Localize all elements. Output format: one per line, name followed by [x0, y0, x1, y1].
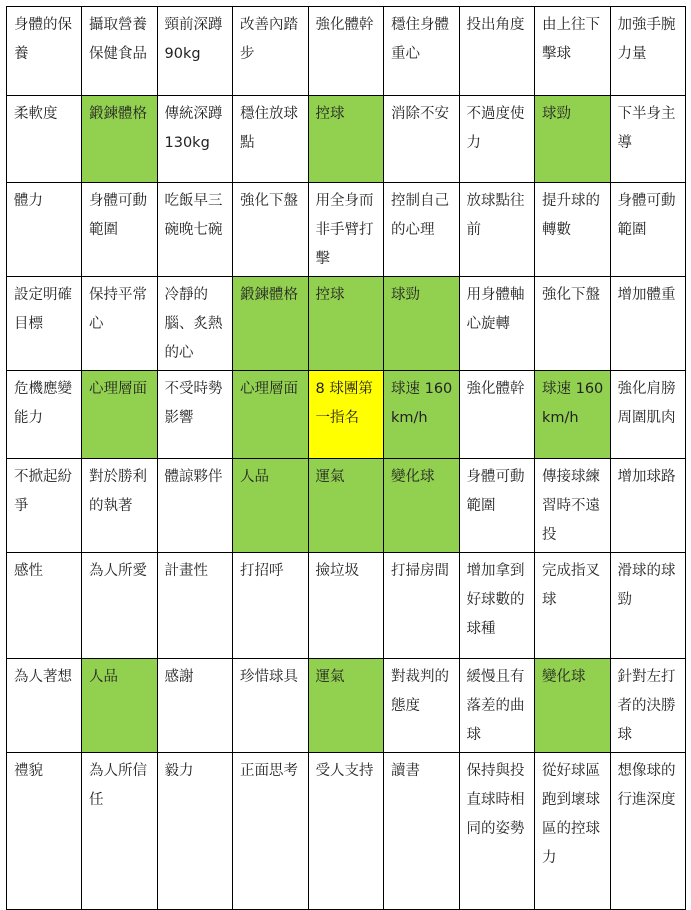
grid-cell: 增加球路 [610, 459, 686, 553]
grid-cell: 正面思考 [233, 753, 309, 910]
grid-cell: 用全身而非手臂打擊 [308, 183, 384, 277]
grid-cell: 控球 [308, 96, 384, 183]
grid-cell: 8 球團第一指名 [308, 371, 384, 459]
grid-cell: 增加體重 [610, 277, 686, 371]
grid-cell: 毅力 [157, 753, 233, 910]
grid-cell: 保持平常心 [82, 277, 158, 371]
grid-cell: 冷靜的腦、炙熱的心 [157, 277, 233, 371]
grid-cell: 傳接球練習時不遠投 [535, 459, 611, 553]
grid-cell: 球速 160km/h [384, 371, 460, 459]
table-row [7, 753, 686, 910]
grid-cell: 下半身主導 [610, 96, 686, 183]
grid-cell: 完成指叉球 [535, 553, 611, 659]
grid-cell: 球勁 [384, 277, 460, 371]
grid-cell: 球速 160km/h [535, 371, 611, 459]
grid-cell: 強化下盤 [535, 277, 611, 371]
grid-cell: 由上往下擊球 [535, 7, 611, 96]
grid-cell: 強化體幹 [459, 371, 535, 459]
grid-cell: 運氣 [308, 459, 384, 553]
grid-cell: 強化體幹 [308, 7, 384, 96]
grid-cell: 傳統深蹲 130kg [157, 96, 233, 183]
grid-cell: 吃飯早三碗晚七碗 [157, 183, 233, 277]
grid-cell: 變化球 [535, 659, 611, 753]
grid-cell: 想像球的行進深度 [610, 753, 686, 910]
grid-cell: 運氣 [308, 659, 384, 753]
grid-cell: 體力 [7, 183, 82, 277]
grid-cell: 控球 [308, 277, 384, 371]
grid-cell: 從好球區跑到壞球區的控球力 [535, 753, 611, 910]
mandala-chart-table [6, 6, 686, 910]
grid-cell: 鍛鍊體格 [233, 277, 309, 371]
grid-cell: 設定明確目標 [7, 277, 82, 371]
grid-cell: 受人支持 [308, 753, 384, 910]
table-row [7, 371, 686, 459]
table-row [7, 7, 686, 96]
grid-cell: 強化肩膀周圍肌肉 [610, 371, 686, 459]
grid-cell: 加強手腕力量 [610, 7, 686, 96]
grid-cell: 提升球的轉數 [535, 183, 611, 277]
grid-cell: 危機應變能力 [7, 371, 82, 459]
grid-cell: 體諒夥伴 [157, 459, 233, 553]
grid-cell: 計畫性 [157, 553, 233, 659]
grid-cell: 為人著想 [7, 659, 82, 753]
grid-cell: 消除不安 [384, 96, 460, 183]
grid-cell: 身體可動範圍 [459, 459, 535, 553]
table-row [7, 277, 686, 371]
grid-cell: 禮貌 [7, 753, 82, 910]
grid-cell: 鍛鍊體格 [82, 96, 158, 183]
grid-cell: 緩慢且有落差的曲球 [459, 659, 535, 753]
grid-cell: 用身體軸心旋轉 [459, 277, 535, 371]
grid-cell: 珍惜球具 [233, 659, 309, 753]
table-row [7, 459, 686, 553]
grid-cell: 身體可動範圍 [610, 183, 686, 277]
table-row [7, 553, 686, 659]
grid-cell: 感性 [7, 553, 82, 659]
grid-cell: 投出角度 [459, 7, 535, 96]
grid-cell: 人品 [233, 459, 309, 553]
grid-cell: 撿垃圾 [308, 553, 384, 659]
grid-cell: 身體的保養 [7, 7, 82, 96]
table-body [7, 7, 686, 910]
grid-cell: 為人所信任 [82, 753, 158, 910]
grid-cell: 心理層面 [82, 371, 158, 459]
grid-cell: 人品 [82, 659, 158, 753]
grid-cell: 對於勝利的執著 [82, 459, 158, 553]
grid-cell: 柔軟度 [7, 96, 82, 183]
grid-cell: 滑球的球勁 [610, 553, 686, 659]
grid-cell: 頸前深蹲 90kg [157, 7, 233, 96]
grid-cell: 不受時勢影響 [157, 371, 233, 459]
grid-cell: 打掃房間 [384, 553, 460, 659]
grid-cell: 對裁判的態度 [384, 659, 460, 753]
grid-cell: 球勁 [535, 96, 611, 183]
grid-cell: 增加拿到好球數的球種 [459, 553, 535, 659]
grid-cell: 穩住身體重心 [384, 7, 460, 96]
grid-cell: 強化下盤 [233, 183, 309, 277]
grid-cell: 攝取營養保健食品 [82, 7, 158, 96]
table-row [7, 96, 686, 183]
grid-cell: 穩住放球點 [233, 96, 309, 183]
table-row [7, 659, 686, 753]
grid-cell: 讀書 [384, 753, 460, 910]
grid-cell: 變化球 [384, 459, 460, 553]
grid-cell: 不掀起紛爭 [7, 459, 82, 553]
grid-cell: 放球點往前 [459, 183, 535, 277]
grid-cell: 保持與投直球時相同的姿勢 [459, 753, 535, 910]
grid-cell: 針對左打者的決勝球 [610, 659, 686, 753]
grid-cell: 感謝 [157, 659, 233, 753]
grid-cell: 打招呼 [233, 553, 309, 659]
grid-cell: 不過度使力 [459, 96, 535, 183]
table-row [7, 183, 686, 277]
grid-cell: 心理層面 [233, 371, 309, 459]
grid-cell: 身體可動範圍 [82, 183, 158, 277]
grid-cell: 為人所愛 [82, 553, 158, 659]
grid-cell: 控制自己的心理 [384, 183, 460, 277]
grid-cell: 改善內踏步 [233, 7, 309, 96]
